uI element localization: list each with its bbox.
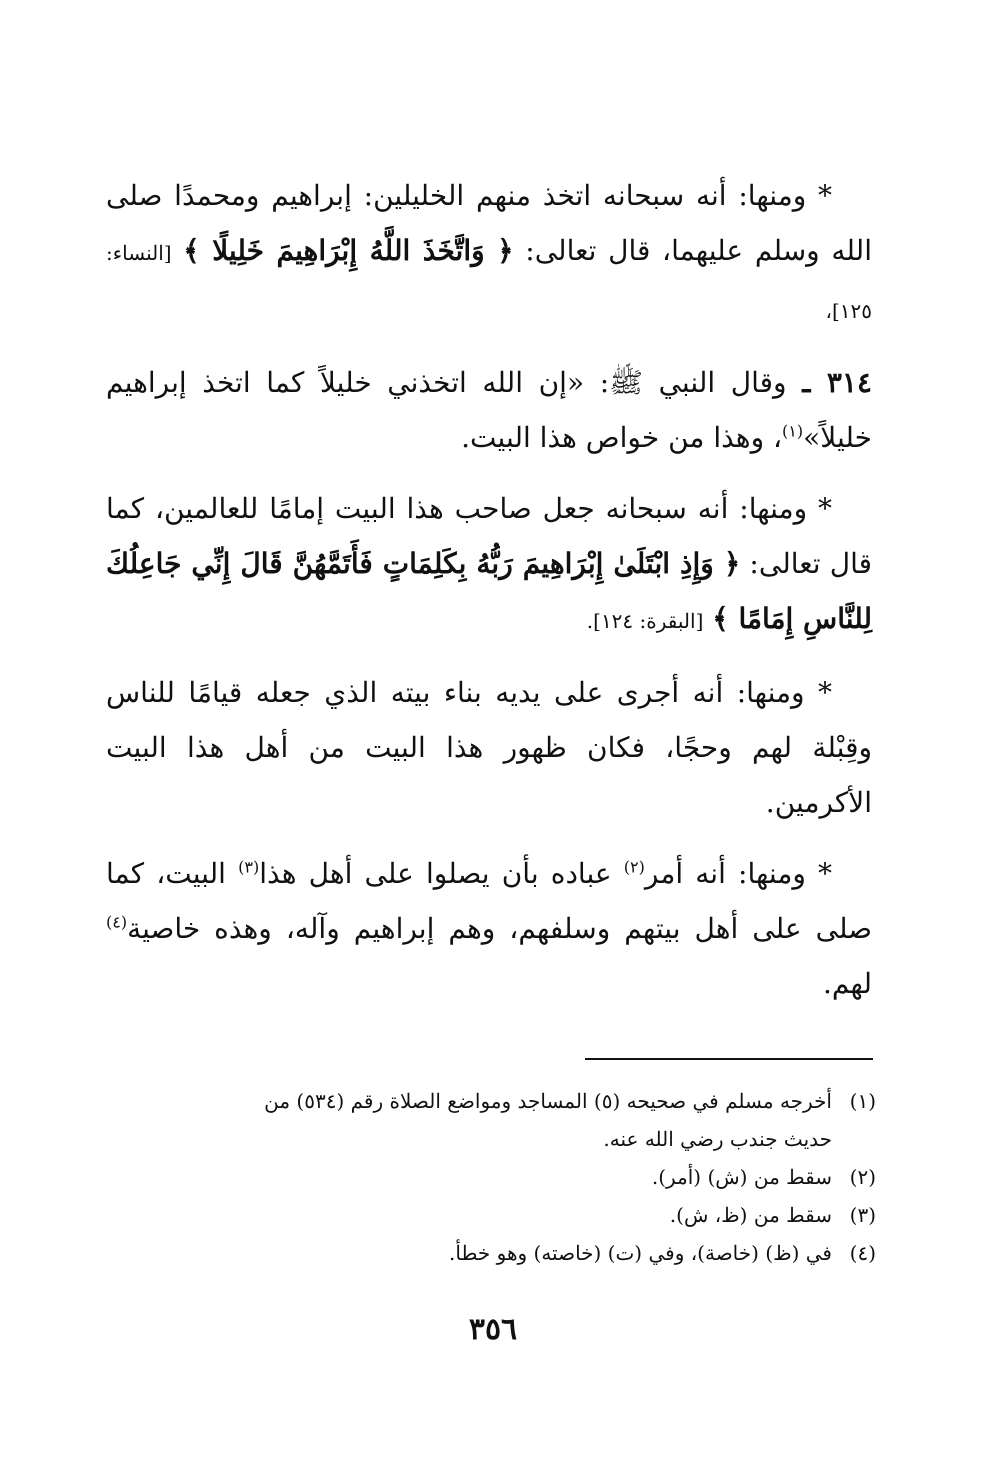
footnote-text-continued: حديث جندب رضي الله عنه. [603,1127,832,1151]
footnote-text: سقط من (ش) (أمر). [651,1165,832,1189]
footnote-number: (٢) [849,1165,876,1189]
footnote-3 [106,1196,876,1234]
text-segment: لهم. [823,967,872,1000]
paragraph-imam [106,481,872,649]
quran-verse: ﴿ وَاتَّخَذَ اللَّهُ إِبْرَاهِيمَ خَلِيلًا ﴾ [183,234,514,267]
text-segment: ، وهذا من خواص هذا البيت. [461,421,783,454]
quran-verse: ﴿ وَإِذِ ابْتَلَىٰ إِبْرَاهِيمَ رَبُّهُ بِكَلِمَاتٍ فَأَتَمَّهُنَّ قَالَ إِنِّي جَاعِلُكَ لِلنَّاسِ إِمَامًا ﴾ [106,547,872,635]
footnote-marker-4[interactable]: (٤) [106,912,128,932]
footnote-number: (٤) [849,1241,876,1265]
text-segment: * ومنها: أنه أجرى على يديه بناء بيته الذي جعله قيامًا للناس وقِبْلة لهم وحجًا، فكان ظهور هذا البيت من أهل هذا البيت الأكرمين. [106,676,872,819]
text-segment: * ومنها: أنه أمر [644,857,833,890]
footnote-1 [106,1082,876,1158]
footnote-marker-3[interactable]: (٣) [238,857,260,877]
text-segment: * ومنها: أنه سبحانه اتخذ منهم الخليلين: إبراهيم ومحمدًا صلى الله وسلم عليهما، قال تعالى: [106,179,872,267]
paragraph-salat [106,846,872,1011]
footnote-text: أخرجه مسلم في صحيحه (٥) المساجد ومواضع الصلاة رقم (٥٣٤) من [264,1089,832,1113]
paragraph-khalilayn [106,168,872,339]
paragraph-hadith-314 [106,355,872,465]
footnote-marker-2[interactable]: (٢) [623,857,645,877]
footnote-text: سقط من (ظ، ش). [669,1203,832,1227]
text-segment: البيت، كما صلى على أهل بيتهم وسلفهم، وهم إبراهيم وآله، وهذه خاصية [106,857,872,945]
page-number: ٣٥٦ [468,1312,518,1347]
footnote-4 [106,1234,876,1272]
text-segment: عباده بأن يصلوا على أهل هذا [259,857,612,890]
paragraph-bayt [106,665,872,830]
verse-reference: [النساء: ١٢٥]، [106,241,872,323]
footnote-number: (٣) [849,1203,876,1227]
main-text [106,168,872,1027]
footnote-text: في (ظ) (خاصة)، وفي (ت) (خاصته) وهو خطأ. [449,1241,832,1265]
text-segment: * ومنها: أنه سبحانه جعل صاحب هذا البيت إمامًا للعالمين، كما قال تعالى: [106,492,872,580]
footnotes [106,1082,876,1272]
text-segment: وقال النبي ﷺ: «إن الله اتخذني خليلاً كما اتخذ إبراهيم خليلاً» [106,366,872,454]
footnote-marker-1[interactable]: (١) [782,421,804,441]
footnote-divider [585,1058,873,1060]
footnote-2 [106,1158,876,1196]
verse-reference: [البقرة: ١٢٤]. [586,609,704,633]
item-number: ٣١٤ ـ [802,366,873,399]
footnote-number: (١) [849,1089,876,1113]
